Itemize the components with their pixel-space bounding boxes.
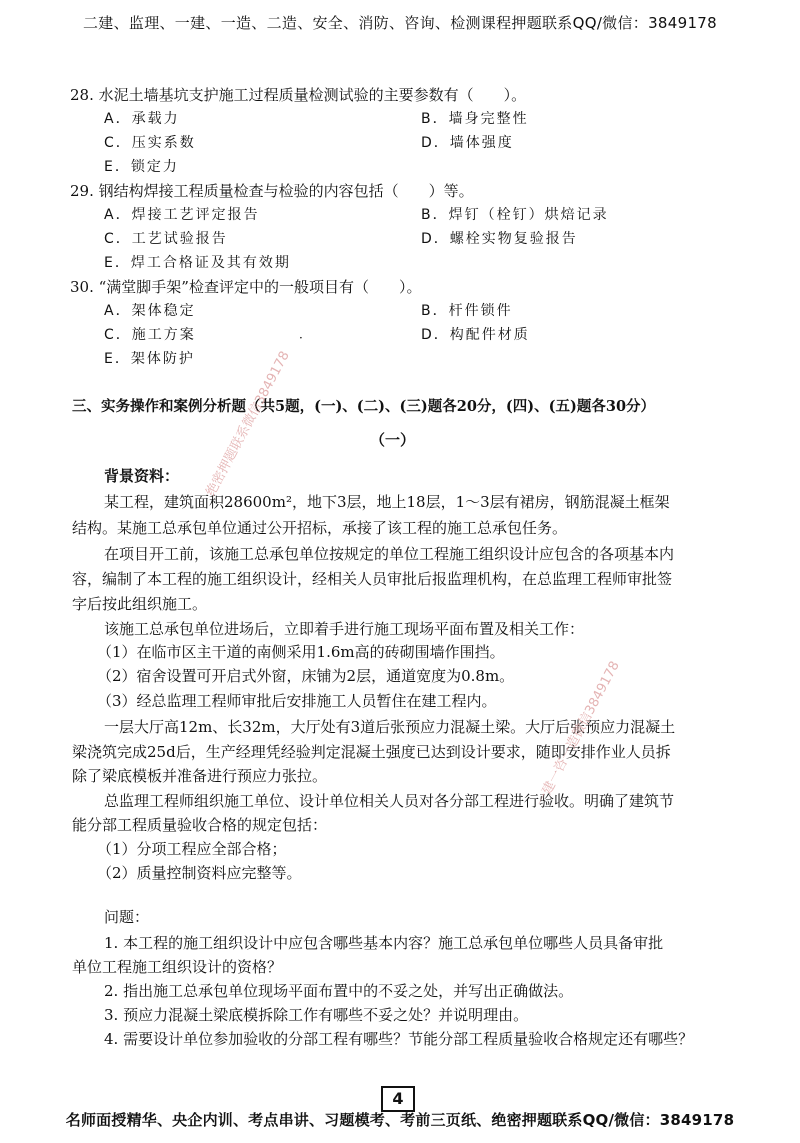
q28-option-b: B．墙身完整性 xyxy=(421,111,529,127)
q28-option-a: A．承载力 xyxy=(104,111,180,127)
question-28-stem: 28. 水泥土墙基坑支护施工过程质量检测试验的主要参数有（ ）。 xyxy=(70,86,527,104)
body-line: 结构。某施工总承包单位通过公开招标，承接了该工程的施工总承包任务。 xyxy=(72,519,568,537)
body-line: （1）在临市区主干道的南侧采用1.6m高的砖砌围墙作围挡。 xyxy=(97,643,505,661)
q30-option-d: D．构配件材质 xyxy=(421,327,530,343)
watermark: 一建一咨一造微信3849178 xyxy=(533,658,623,809)
body-line: （3）经总监理工程师审批后安排施工人员暂住在建工程内。 xyxy=(97,692,497,710)
body-line: 总监理工程师组织施工单位、设计单位相关人员对各分部工程进行验收。明确了建筑节 xyxy=(104,792,675,810)
q28-option-c: C．压实系数 xyxy=(104,135,196,151)
q29-option-c: C．工艺试验报告 xyxy=(104,231,228,247)
q29-option-b: B．焊钉（栓钉）烘焙记录 xyxy=(421,207,609,223)
watermark: 绝密押题联系微信3849178 xyxy=(203,348,293,499)
body-line: 容，编制了本工程的施工组织设计，经相关人员审批后报监理机构，在总监理工程师审批签 xyxy=(72,570,673,588)
question-item: 单位工程施工组织设计的资格？ xyxy=(72,958,283,976)
page-footer: 名师面授精华、央企内训、考点串讲、习题模考、考前三页纸、绝密押题联系QQ/微信：3849178 xyxy=(65,1111,735,1129)
q29-option-d: D．螺栓实物复验报告 xyxy=(421,231,578,247)
body-line: （2）质量控制资料应完整等。 xyxy=(97,864,302,882)
q30-option-e: E．架体防护 xyxy=(104,351,195,367)
body-line: 在项目开工前，该施工总承包单位按规定的单位工程施工组织设计应包含的各项基本内 xyxy=(104,545,675,563)
body-line: （2）宿舍设置可开启式外窗，床铺为2层，通道宽度为0.8m。 xyxy=(97,667,515,685)
question-30-stem: 30. “满堂脚手架”检查评定中的一般项目有（ ）。 xyxy=(70,278,422,296)
q28-option-d: D．墙体强度 xyxy=(421,135,514,151)
stray-dot: · xyxy=(299,331,303,345)
section-heading: 三、实务操作和案例分析题（共5题，(一)、(二)、(三)题各20分，(四)、(五)题各30分） xyxy=(72,398,656,415)
case-title: （一） xyxy=(370,431,416,449)
question-29-stem: 29. 钢结构焊接工程质量检查与检验的内容包括（ ）等。 xyxy=(70,182,474,200)
body-line: 一层大厅高12m、长32m，大厅处有3道后张预应力混凝土梁。大厅后张预应力混凝土 xyxy=(104,718,676,736)
q30-option-c: C．施工方案 xyxy=(104,327,196,343)
body-line: 该施工总承包单位进场后，立即着手进行施工现场平面布置及相关工作： xyxy=(104,620,585,638)
q30-option-b: B．杆件锁件 xyxy=(421,303,513,319)
question-item: 2. 指出施工总承包单位现场平面布置中的不妥之处，并写出正确做法。 xyxy=(104,982,574,1000)
q29-option-e: E．焊工合格证及其有效期 xyxy=(104,255,291,271)
question-item: 4. 需要设计单位参加验收的分部工程有哪些？节能分部工程质量验收合格规定还有哪些？ xyxy=(104,1030,694,1048)
body-line: 梁浇筑完成25d后，生产经理凭经验判定混凝土强度已达到设计要求，随即安排作业人员拆 xyxy=(72,743,671,761)
questions-label: 问题： xyxy=(104,908,150,926)
q28-option-e: E．锁定力 xyxy=(104,159,179,175)
body-line: （1）分项工程应全部合格； xyxy=(97,840,287,858)
question-item: 3. 预应力混凝土梁底模拆除工作有哪些不妥之处？并说明理由。 xyxy=(104,1006,529,1024)
question-item: 1. 本工程的施工组织设计中应包含哪些基本内容？施工总承包单位哪些人员具备审批 xyxy=(104,934,664,952)
body-line: 某工程，建筑面积28600m²，地下3层，地上18层，1～3层有裙房，钢筋混凝土框架 xyxy=(104,493,670,511)
background-label: 背景资料： xyxy=(104,467,180,485)
page-header: 二建、监理、一建、一造、二造、安全、消防、咨询、检测课程押题联系QQ/微信：3849178 xyxy=(83,14,717,32)
body-line: 除了梁底模板并准备进行预应力张拉。 xyxy=(72,767,328,785)
body-line: 能分部工程质量验收合格的规定包括： xyxy=(72,816,328,834)
page-number: 4 xyxy=(381,1086,415,1112)
q29-option-a: A．焊接工艺评定报告 xyxy=(104,207,260,223)
body-line: 字后按此组织施工。 xyxy=(72,595,208,613)
q30-option-a: A．架体稳定 xyxy=(104,303,196,319)
